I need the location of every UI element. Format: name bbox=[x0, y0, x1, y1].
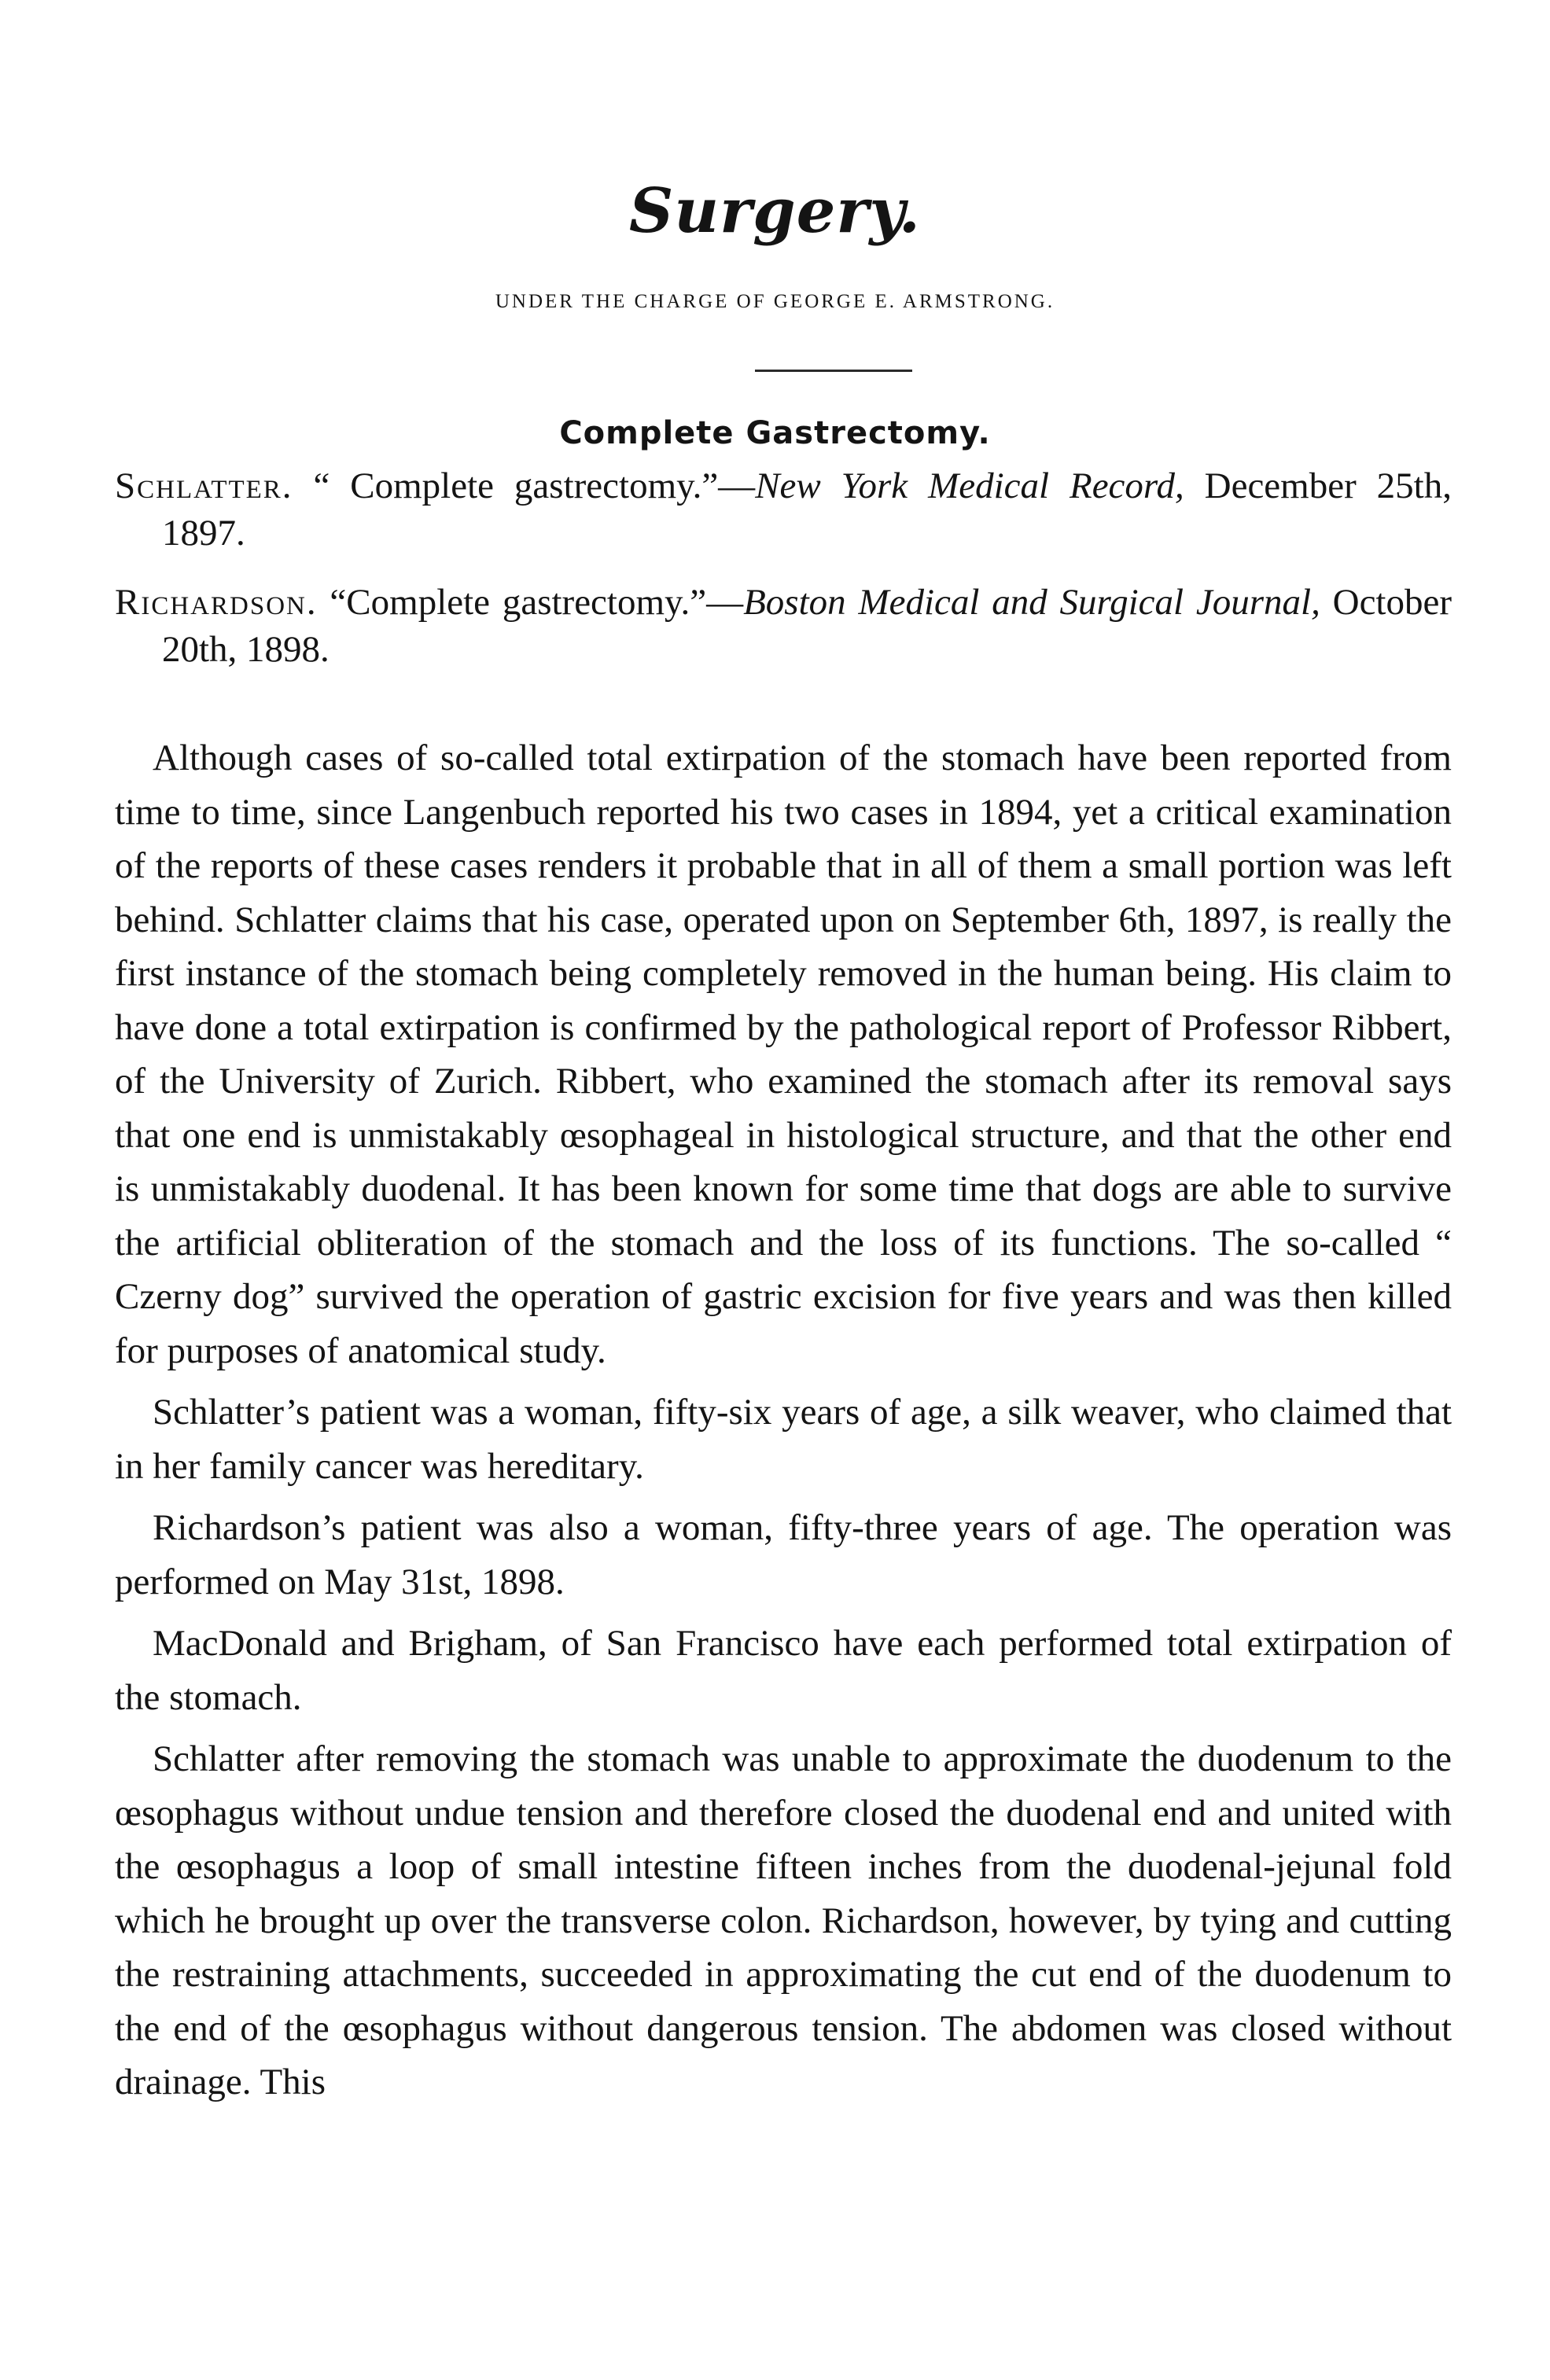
reference-title: “ Complete gastrectomy.”— bbox=[293, 465, 756, 506]
body-paragraph: MacDonald and Brigham, of San Francisco have each performed total extirpation of the stomach. bbox=[115, 1623, 1452, 1718]
reference-item bbox=[115, 579, 1452, 673]
reference-journal: New York Medical Record, bbox=[755, 465, 1184, 506]
body-paragraph: Although cases of so-called total extirpation of the stomach have been reported from time to time, since Langenbuch reported his two cases in 1894, yet a critical examination of the reports of these cases renders it probable that in all of them a small portion was left behind. Schlatter claims that his case, operated upon on September 6th, 1897, is really the first instance of the stomach being completely removed in the human being. His claim to have done a total extirpation is confirmed by the pathological report of Professor Ribbert, of the University of Zurich. Ribbert, who examined the stomach after its removal says that one end is unmistakably œsophageal in histological structure, and that the other end is unmistakably duodenal. It has been known for some time that dogs are able to survive the artificial obliteration of the stomach and the loss of its functions. The so-called “ Czerny dog” survived the operation of gastric excision for five years and was then killed for purposes of anatomical study. bbox=[115, 738, 1452, 1371]
body-paragraph: Schlatter’s patient was a woman, fifty-six years of age, a silk weaver, who claimed that in her family cancer was hereditary. bbox=[115, 1392, 1452, 1487]
divider-rule bbox=[755, 370, 912, 372]
reference-author: Schlatter. bbox=[115, 465, 293, 506]
reference-list bbox=[115, 462, 1452, 695]
reference-author: Richardson. bbox=[115, 582, 318, 623]
editor-charge-line: UNDER THE CHARGE OF GEORGE E. ARMSTRONG. bbox=[495, 291, 1055, 312]
section-title: Surgery. bbox=[629, 175, 921, 247]
article-body bbox=[115, 731, 1452, 2117]
reference-item bbox=[115, 462, 1452, 557]
reference-date: December 25th, 1897. bbox=[162, 465, 1452, 554]
article-title: Complete Gastrectomy. bbox=[559, 415, 991, 451]
reference-title: “Complete gastrectomy.”— bbox=[317, 582, 744, 623]
reference-date: October 20th, 1898. bbox=[162, 582, 1452, 670]
body-paragraph: Schlatter after removing the stomach was unable to approximate the duodenum to the œsophagus without undue tension and therefore closed the duodenal end and united with the œsophagus a loop of small intestine fifteen inches from the duodenal-jejunal fold which he brought up over the transverse colon. Richardson, however, by tying and cutting the restraining attachments, succeeded in approximating the cut end of the duodenum to the end of the œsophagus without dangerous tension. The abdomen was closed without drainage. This bbox=[115, 1738, 1452, 2102]
body-paragraph: Richardson’s patient was also a woman, fifty-three years of age. The operation was performed on May 31st, 1898. bbox=[115, 1507, 1452, 1602]
reference-journal: Boston Medical and Surgical Journal, bbox=[743, 582, 1320, 623]
